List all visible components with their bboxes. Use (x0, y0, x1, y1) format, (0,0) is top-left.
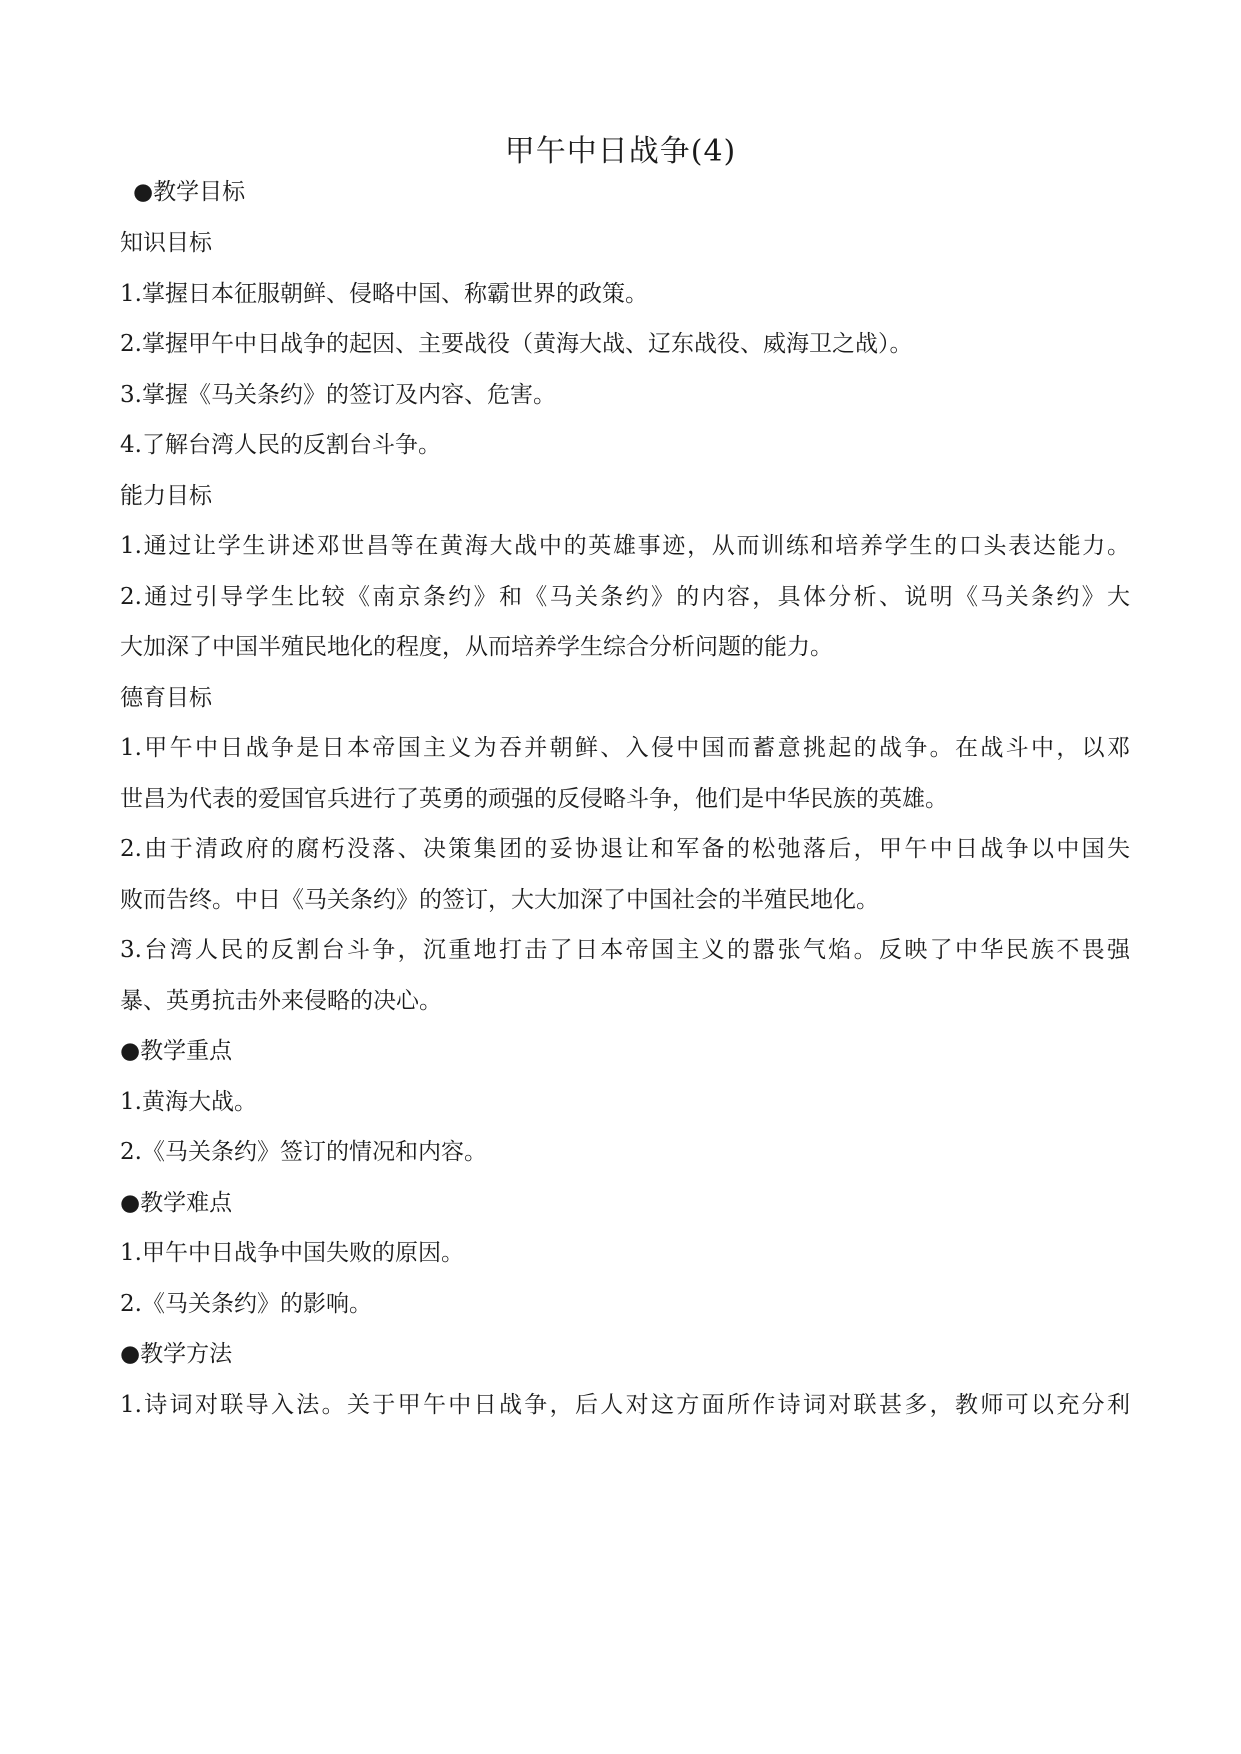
subheading-moral-goals: 德育目标 (120, 685, 212, 711)
paragraph-line: 2.《马关条约》的影响。 (120, 1291, 372, 1317)
paragraph-line: 3.台湾人民的反割台斗争，沉重地打击了日本帝国主义的嚣张气焰。反映了中华民族不畏强 (120, 937, 1130, 963)
paragraph-line: 2.由于清政府的腐朽没落、决策集团的妥协退让和军备的松弛落后，甲午中日战争以中国失 (120, 836, 1130, 862)
paragraph-line: 败而告终。中日《马关条约》的签订，大大加深了中国社会的半殖民地化。 (120, 887, 879, 913)
section-heading-difficulties: ●教学难点 (120, 1190, 233, 1216)
paragraph-line: 4.了解台湾人民的反割台斗争。 (120, 432, 441, 458)
paragraph-line: 2.通过引导学生比较《南京条约》和《马关条约》的内容，具体分析、说明《马关条约》大 (120, 584, 1130, 610)
section-heading-key-points: ●教学重点 (120, 1038, 233, 1064)
paragraph-line: 1.甲午中日战争是日本帝国主义为吞并朝鲜、入侵中国而蓄意挑起的战争。在战斗中，以邓 (120, 735, 1130, 761)
document-title: 甲午中日战争(4) (504, 134, 737, 169)
paragraph-line: 大加深了中国半殖民地化的程度，从而培养学生综合分析问题的能力。 (120, 634, 833, 660)
paragraph-line: 3.掌握《马关条约》的签订及内容、危害。 (120, 382, 556, 408)
subheading-knowledge-goals: 知识目标 (120, 230, 212, 256)
paragraph-line: 1.掌握日本征服朝鲜、侵略中国、称霸世界的政策。 (120, 281, 648, 307)
paragraph-line: 暴、英勇抗击外来侵略的决心。 (120, 988, 442, 1014)
paragraph-line: 1.诗词对联导入法。关于甲午中日战争，后人对这方面所作诗词对联甚多，教师可以充分利 (120, 1392, 1130, 1418)
section-heading-methods: ●教学方法 (120, 1341, 233, 1367)
paragraph-line: 1.通过让学生讲述邓世昌等在黄海大战中的英雄事迹，从而训练和培养学生的口头表达能力。 (120, 533, 1130, 559)
subheading-ability-goals: 能力目标 (120, 483, 212, 509)
paragraph-line: 1.甲午中日战争中国失败的原因。 (120, 1240, 464, 1266)
paragraph-line: 1.黄海大战。 (120, 1089, 257, 1115)
section-heading-teaching-goals: ●教学目标 (133, 179, 246, 205)
paragraph-line: 2.掌握甲午中日战争的起因、主要战役（黄海大战、辽东战役、威海卫之战）。 (120, 331, 913, 357)
paragraph-line: 世昌为代表的爱国官兵进行了英勇的顽强的反侵略斗争，他们是中华民族的英雄。 (120, 786, 948, 812)
paragraph-line: 2.《马关条约》签订的情况和内容。 (120, 1139, 487, 1165)
